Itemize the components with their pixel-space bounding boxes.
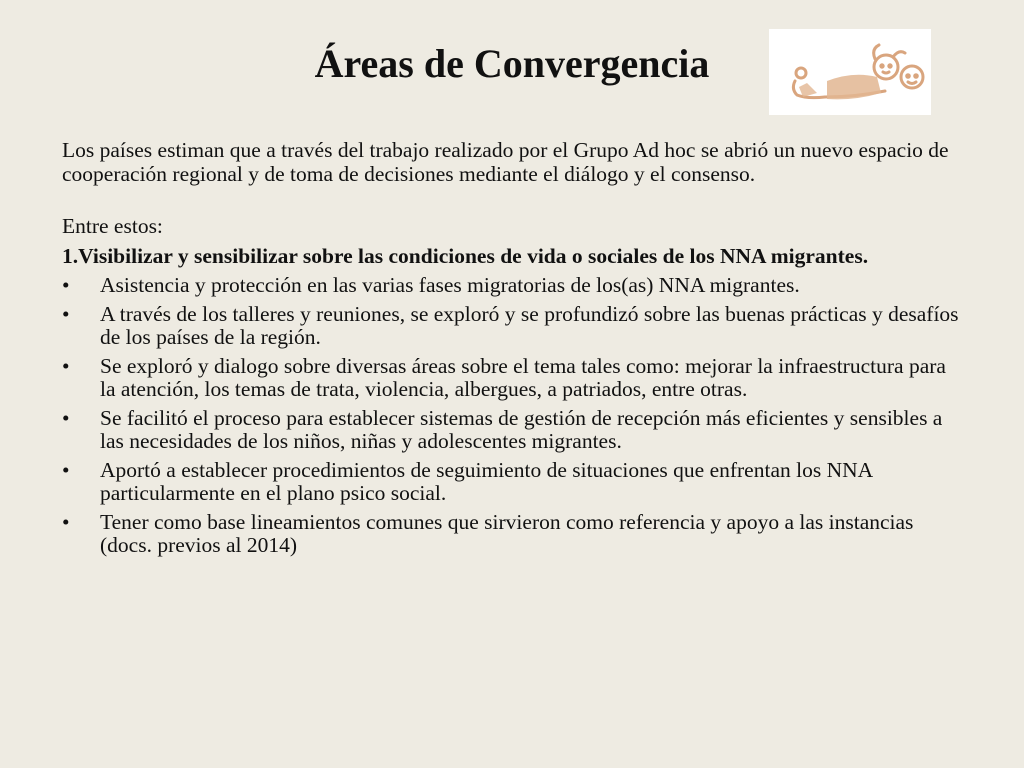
- bullet-item: [62, 274, 962, 298]
- bullet-text: Se facilitó el proceso para establecer sistemas de gestión de recepción más eficientes y sensibles a las necesidades de los niños, niñas y adolescentes migrantes.: [100, 405, 943, 453]
- bullet-text: Se exploró y dialogo sobre diversas áreas sobre el tema tales como: mejorar la infraestructura para la atención, los temas de trata, violencia, albergues, a patriados, entre otras.: [100, 353, 946, 401]
- bullet-icon: •: [62, 509, 70, 534]
- slide-title: Áreas de Convergencia: [314, 41, 710, 86]
- bullet-item: [62, 459, 962, 506]
- bullet-item: [62, 303, 962, 350]
- bullet-item: [62, 355, 962, 402]
- bullet-text: A través de los talleres y reuniones, se exploró y se profundizó sobre las buenas prácticas y desafíos de los países de la región.: [100, 301, 959, 349]
- bullet-icon: •: [62, 301, 70, 326]
- bullet-text: Asistencia y protección en las varias fases migratorias de los(as) NNA migrantes.: [100, 273, 800, 297]
- bullet-item: [62, 511, 962, 558]
- bullet-list: [62, 274, 962, 558]
- bullet-text: Tener como base lineamientos comunes que sirvieron como referencia y apoyo a las instancias (docs. previos al 2014): [100, 509, 914, 557]
- slide-body: [62, 139, 962, 563]
- bullet-text: Aportó a establecer procedimientos de seguimiento de situaciones que enfrentan los NNA particularmente en el plano psico social.: [100, 457, 872, 505]
- section-heading: 1.Visibilizar y sensibilizar sobre las condiciones de vida o sociales de los NNA migrantes.: [62, 243, 869, 268]
- bullet-icon: •: [62, 353, 70, 378]
- intro-paragraph: Los países estiman que a través del trabajo realizado por el Grupo Ad hoc se abrió un nuevo espacio de cooperación regional y de toma de decisiones mediante el diálogo y el consenso.: [62, 138, 949, 186]
- children-drawing-icon: [769, 29, 931, 115]
- bullet-item: [62, 407, 962, 454]
- bullet-icon: •: [62, 405, 70, 430]
- bullet-icon: •: [62, 273, 70, 297]
- entre-estos-label: Entre estos:: [62, 214, 163, 238]
- bullet-icon: •: [62, 457, 70, 482]
- logo-image: [769, 29, 931, 115]
